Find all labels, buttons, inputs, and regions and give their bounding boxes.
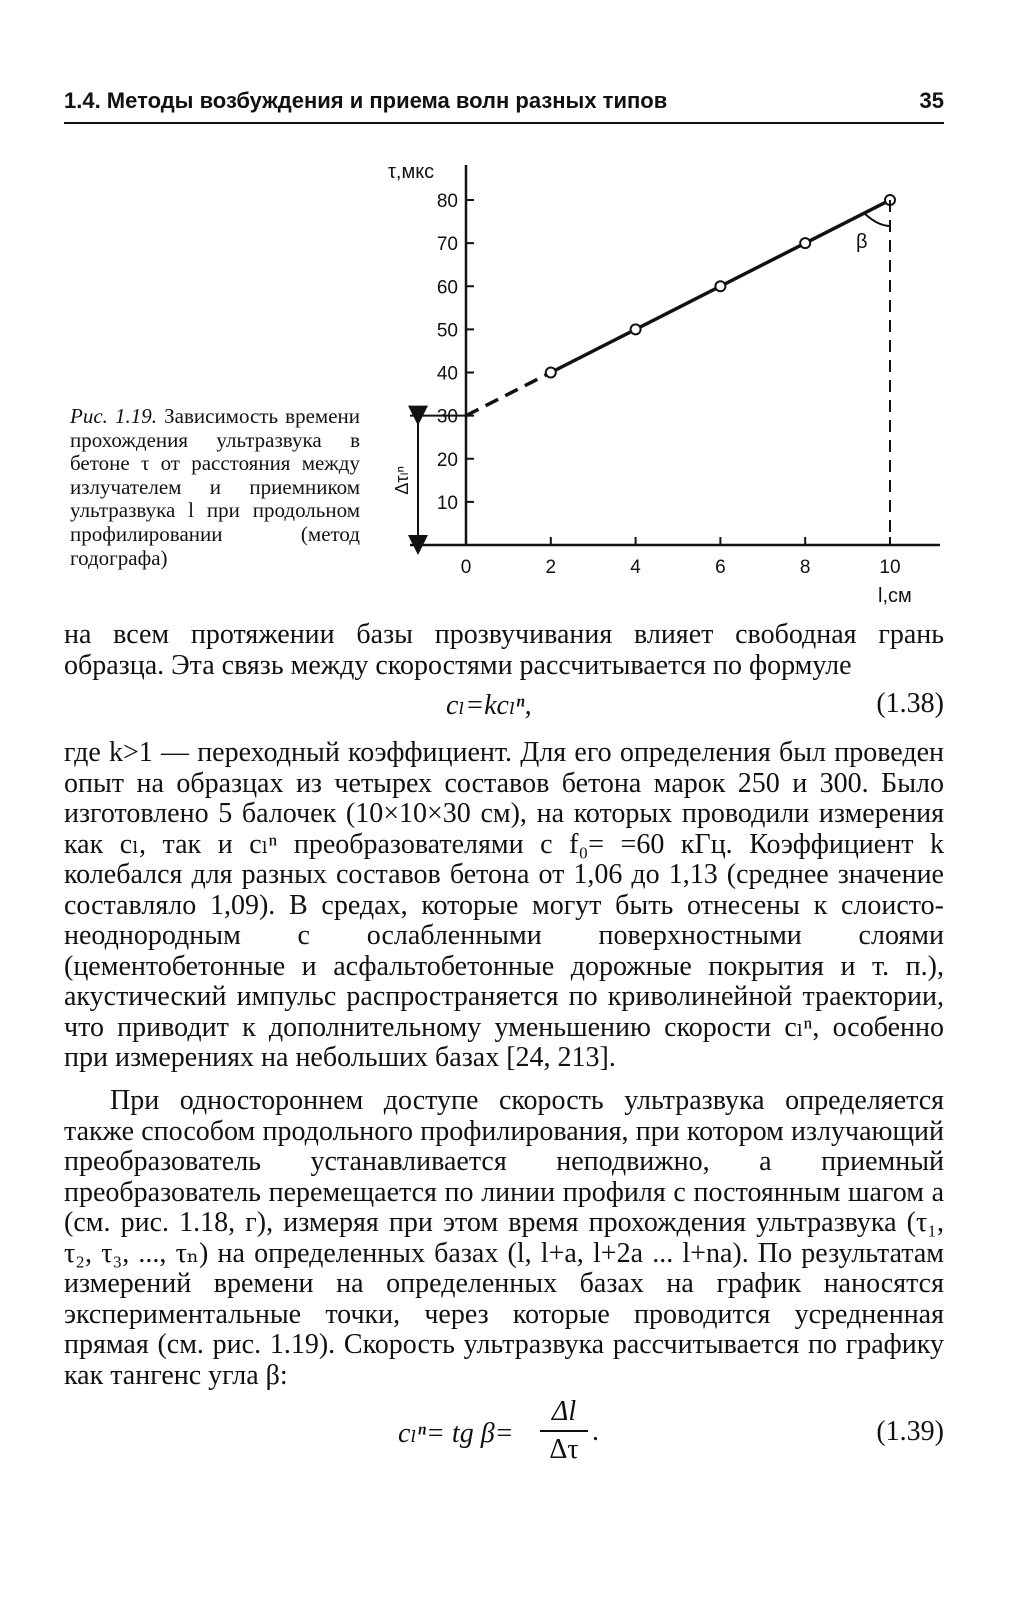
data-point [715,281,725,291]
paragraph-3: При одностороннем доступе скорость ультразвука определяется также способом продольного профилирования, при котором излучающий преобразователь устанавливается неподвижно, а приемный преобразователь перемещается по линии профиля с постоянным шагом a (см. рис. 1.18, г), измеряя при этом время прохождения ультразвука (τ₁, τ₂, τ₃, ..., τₙ) на определенных базах (l, l+a, l+2a ... l+na). По результатам измерений времени на определенных базах на график наносятся экспериментальные точки, через которые проводится усредненная прямая (см. рис. 1.19). Скорость ультразвука рассчитывается по графику как тангенс угла β: [64,1085,944,1391]
data-point [800,238,810,248]
y-tick-label: 70 [436,234,458,256]
hodograph-chart [380,150,955,620]
y-tick-label: 50 [436,320,458,342]
angle-label: β [856,231,868,253]
equation-1-39-fraction [540,1396,588,1466]
paragraph-2: где k>1 — переходный коэффициент. Для его определения был проведен опыт на образцах из четырех составов бетона марок 250 и 300. Было изготовлено 5 балочек (10×10×30 см), на которых проводили измерения как cₗ, так и cₗⁿ преобразователями с f₀= =60 кГц. Коэффициент k колебался для разных составов бетона от 1,06 до 1,13 (среднее значение составляло 1,09). В средах, которые могут быть отнесены к слоисто-неоднородным с ослабленными поверхностными слоями (цементобетонные и асфальтобетонные дорожные покрытия и т. п.), акустический импульс распространяется по криволинейной траектории, что приводит к дополнительному уменьшению скорости cₗⁿ, особенно при измерениях на небольших базах [24, 213]. [64,737,944,1073]
extrapolated-line [466,373,551,416]
x-tick-label: 0 [460,557,472,578]
section-title: 1.4. Методы возбуждения и приема волн разных типов [64,88,668,113]
fraction-numerator: Δl [540,1396,588,1432]
x-tick-label: 2 [545,557,557,578]
data-point [546,368,556,378]
y-axis-label: τ,мкс [388,161,435,183]
figure-label: Рис. 1.19. [70,404,158,428]
paragraph-1: на всем протяжении базы прозвучивания влияет свободная грань образца. Эта связь между скоростями рассчитывается по формуле [64,619,944,681]
page-number: 35 [919,88,944,113]
data-point [631,324,641,334]
y-tick-label: 60 [436,277,458,299]
x-tick-label: 10 [879,557,901,578]
equation-1-39-left: cₗⁿ= tg β= [398,1418,514,1449]
equation-number-1-39: (1.39) [876,1416,944,1447]
angle-arc [864,213,890,226]
y-tick-label: 20 [436,449,458,471]
y-tick-label: 10 [436,492,458,514]
equation-1-38: cₗ=kcₗⁿ, [446,690,532,721]
x-tick-label: 4 [630,557,641,578]
equation-1-39-period: . [592,1416,599,1447]
x-tick-label: 6 [715,557,726,578]
y-tick-label: 30 [436,406,458,428]
fraction-denominator: Δτ [549,1434,579,1465]
delta-tau-label: Δτₗⁿ [392,465,412,495]
figure-caption [70,405,360,570]
y-tick-label: 40 [436,363,458,385]
figure-caption-text: Зависимость времени прохождения ультразвука в бетоне τ от расстояния между излучателем и приемником ультразвука l при продольном профилировании (метод годографа) [70,404,360,570]
y-tick-label: 80 [436,191,458,212]
x-tick-label: 8 [799,557,811,578]
equation-number-1-38: (1.38) [876,688,944,719]
running-header [64,82,944,124]
x-axis-label: l,см [878,585,912,607]
